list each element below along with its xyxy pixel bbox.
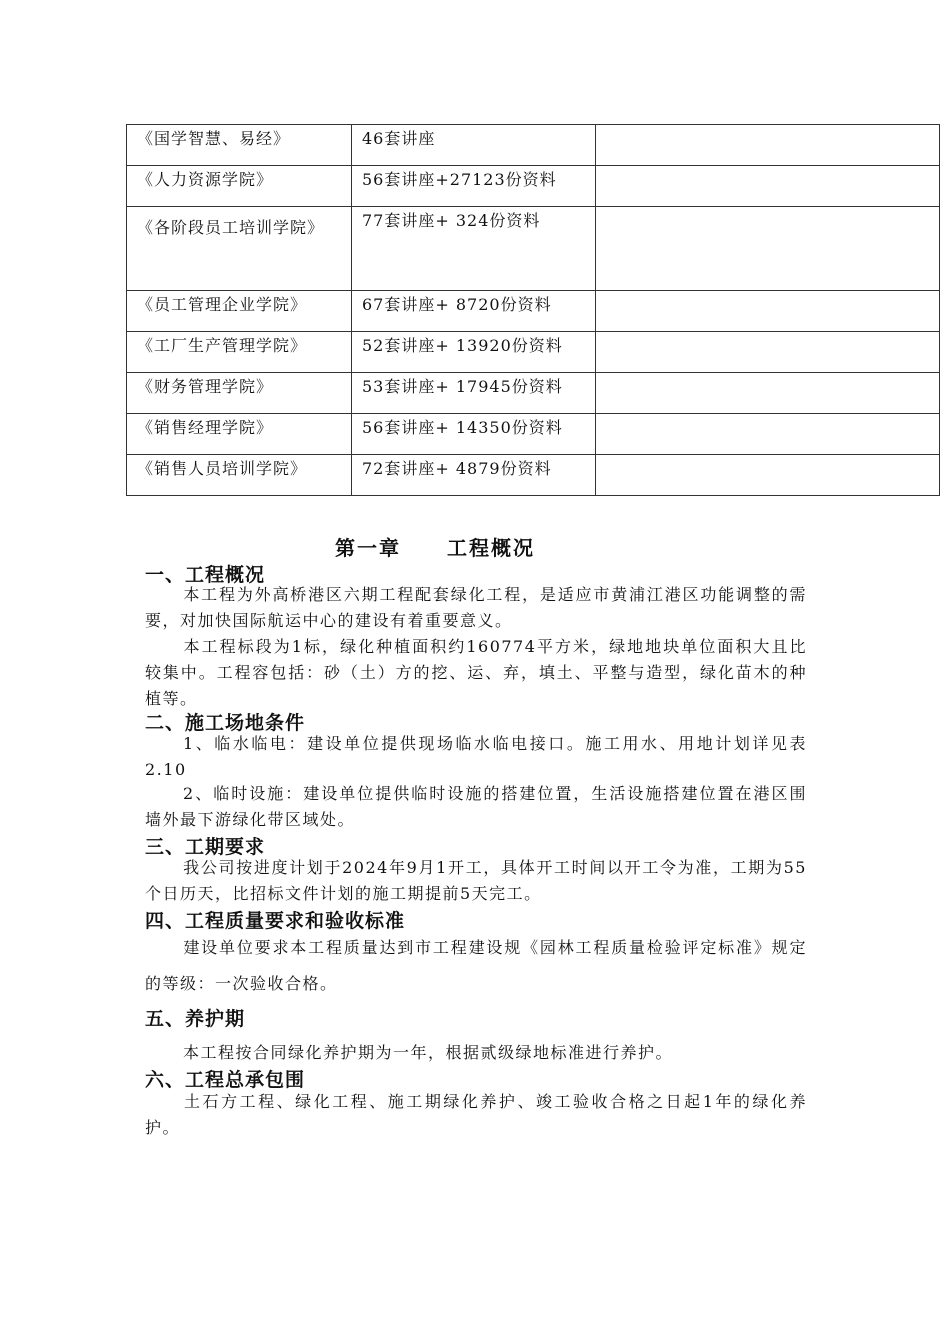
course-note <box>596 166 940 207</box>
course-name: 《财务管理学院》 <box>127 373 352 414</box>
paragraph: 本工程按合同绿化养护期为一年，根据贰级绿地标准进行养护。 <box>183 1043 674 1062</box>
paragraph: 1、临水临电：建设单位提供现场临水临电接口。施工用水、用地计划详见表2.10 <box>145 734 807 779</box>
course-content: 72套讲座+ 4879份资料 <box>352 455 596 496</box>
paragraph: 我公司按进度计划于2024年9月1开工，具体开工时间以开工令为准，工期为55个日历天，比招标文件计划的施工期提前5天完工。 <box>145 858 807 903</box>
section-heading: 五、养护期 <box>145 1008 246 1030</box>
course-content: 67套讲座+ 8720份资料 <box>352 291 596 332</box>
section-heading: 四、工程质量要求和验收标准 <box>145 910 406 932</box>
course-name: 《工厂生产管理学院》 <box>127 332 352 373</box>
table-row <box>127 125 940 166</box>
course-note <box>596 291 940 332</box>
paragraph: 本工程为外高桥港区六期工程配套绿化工程，是适应市黄浦江港区功能调整的需要，对加快国际航运中心的建设有着重要意义。 <box>145 585 807 630</box>
chapter-number: 第一章 <box>335 536 401 560</box>
table-row <box>127 373 940 414</box>
course-note <box>596 332 940 373</box>
course-table <box>126 124 940 496</box>
course-note <box>596 414 940 455</box>
section-heading: 一、工程概况 <box>145 564 266 586</box>
paragraph: 土石方工程、绿化工程、施工期绿化养护、竣工验收合格之日起1年的绿化养护。 <box>145 1092 807 1137</box>
course-content: 77套讲座+ 324份资料 <box>352 207 596 291</box>
course-note <box>596 455 940 496</box>
chapter-title <box>0 532 870 561</box>
table-row <box>127 166 940 207</box>
course-name: 《销售经理学院》 <box>127 414 352 455</box>
table-row <box>127 332 940 373</box>
course-name: 《各阶段员工培训学院》 <box>127 207 352 291</box>
course-content: 46套讲座 <box>352 125 596 166</box>
table-row <box>127 414 940 455</box>
course-note <box>596 125 940 166</box>
course-note <box>596 207 940 291</box>
table-row <box>127 455 940 496</box>
section-heading: 三、工期要求 <box>145 836 266 858</box>
section-heading: 二、施工场地条件 <box>145 712 306 734</box>
course-content: 53套讲座+ 17945份资料 <box>352 373 596 414</box>
course-name: 《国学智慧、易经》 <box>127 125 352 166</box>
chapter-name: 工程概况 <box>447 536 535 560</box>
paragraph: 建设单位要求本工程质量达到市工程建设规《园林工程质量检验评定标准》规定的等级：一次验收合格。 <box>145 938 807 993</box>
course-content: 56套讲座+27123份资料 <box>352 166 596 207</box>
section-heading: 六、工程总承包围 <box>145 1069 306 1091</box>
paragraph: 2、临时设施：建设单位提供临时设施的搭建位置，生活设施搭建位置在港区围墙外最下游绿化带区域处。 <box>145 784 807 829</box>
course-note <box>596 373 940 414</box>
course-name: 《人力资源学院》 <box>127 166 352 207</box>
course-content: 56套讲座+ 14350份资料 <box>352 414 596 455</box>
paragraph: 本工程标段为1标，绿化种植面积约160774平方米，绿地地块单位面积大且比较集中。工程容包括：砂（土）方的挖、运、弃，填土、平整与造型，绿化苗木的种植等。 <box>145 637 807 708</box>
course-name: 《销售人员培训学院》 <box>127 455 352 496</box>
table-row <box>127 207 940 291</box>
course-name: 《员工管理企业学院》 <box>127 291 352 332</box>
course-content: 52套讲座+ 13920份资料 <box>352 332 596 373</box>
table-row <box>127 291 940 332</box>
